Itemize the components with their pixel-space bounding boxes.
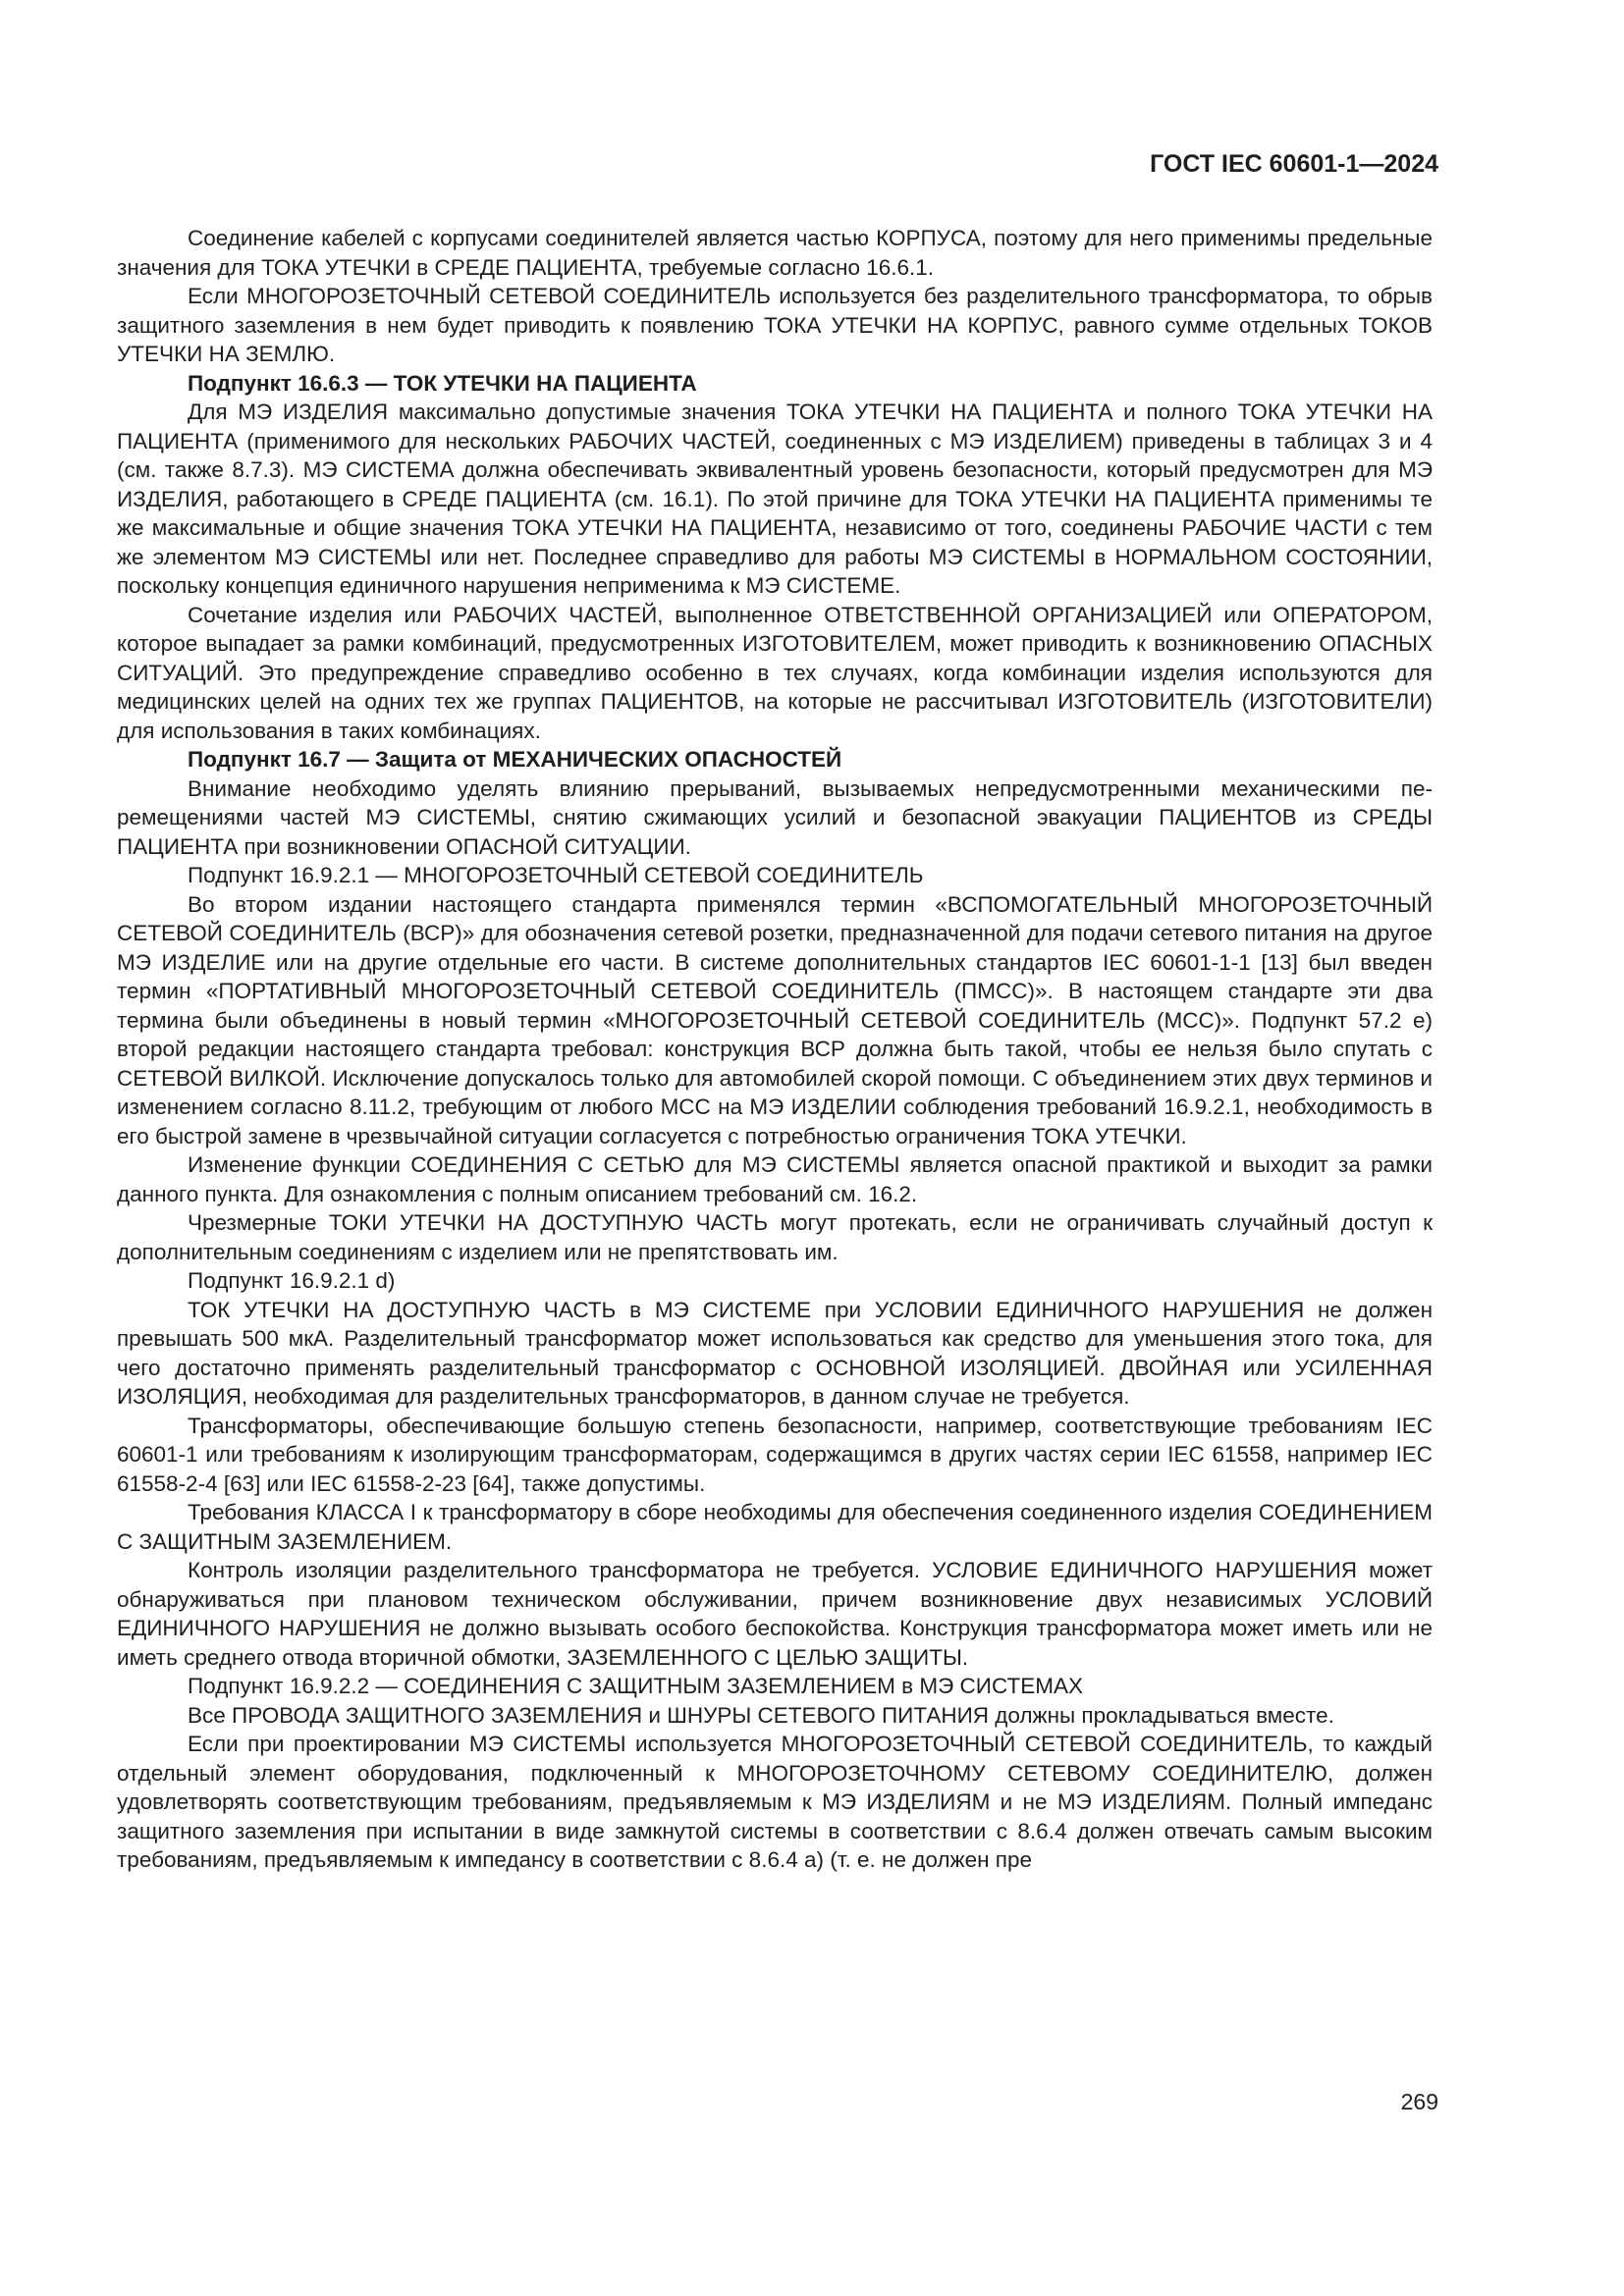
document-header: ГОСТ IEC 60601-1—2024 xyxy=(1150,150,1438,178)
paragraph: Для МЭ ИЗДЕЛИЯ максимально допустимые значения ТОКА УТЕЧКИ НА ПАЦИЕНТА и полного ТОКА УТЕЧКИ НА ПАЦИЕНТА (применимого для нескольких РАБОЧИХ ЧАСТЕЙ, соединенных с МЭ ИЗДЕЛИЕМ) приведены в таблицах 3 и 4 (см. также 8.7.3). МЭ СИСТЕМА должна обеспечивать эквивалентный уровень безопасности, который предусмотрен для МЭ ИЗДЕЛИЯ, работающего в СРЕДЕ ПАЦИЕНТА (см. 16.1). По этой причине для ТОКА УТЕЧКИ НА ПАЦИЕНТА применимы те же максимальные и общие значения ТОКА УТЕЧКИ НА ПАЦИЕНТА, независимо от того, соединены РАБОЧИЕ ЧАСТИ с тем же элементом МЭ СИСТЕМЫ или нет. Последнее справедливо для работы МЭ СИСТЕМЫ в НОРМАЛЬНОМ СОСТОЯНИИ, поскольку концепция единичного нарушения неприменима к МЭ СИСТЕМЕ. xyxy=(117,400,1433,598)
paragraph: Подпункт 16.9.2.2 — СОЕДИНЕНИЯ С ЗАЩИТНЫМ ЗАЗЕМЛЕНИЕМ в МЭ СИСТЕМАХ xyxy=(188,1674,1083,1698)
paragraph: Если МНОГОРОЗЕТОЧНЫЙ СЕТЕВОЙ СОЕДИНИТЕЛЬ используется без разделительного трансформатора, то обрыв защитного заземления в нем будет приводить к появлению ТОКА УТЕЧКИ НА КОРПУС, равного сумме отдельных ТОКОВ УТЕЧКИ НА ЗЕМЛЮ. xyxy=(117,284,1433,366)
paragraph: Контроль изоляции разделительного трансформатора не требуется. УСЛОВИЕ ЕДИНИЧНОГО НАРУШЕНИЯ может обнаруживаться при плановом техническом обслуживании, причем возникновение двух независимых УСЛОВИЙ ЕДИНИЧНОГО НАРУШЕНИЯ не должно вызывать особого беспокойства. Конструкция трансформатора может иметь или не иметь среднего отвода вторичной обмотки, ЗАЗЕМЛЕННОГО С ЦЕЛЬЮ ЗАЩИТЫ. xyxy=(117,1558,1433,1670)
paragraph: Требования КЛАССА I к трансформатору в сборе необходимы для обеспечения соединенного изделия СОЕДИНЕНИЕМ С ЗАЩИТНЫМ ЗАЗЕМЛЕНИЕМ. xyxy=(117,1500,1433,1554)
paragraph: Чрезмерные ТОКИ УТЕЧКИ НА ДОСТУПНУЮ ЧАСТЬ могут протекать, если не ограничивать случайный доступ к дополнительным соединениям с изделием или не препятствовать им. xyxy=(117,1210,1433,1264)
document-body xyxy=(117,224,1433,1875)
paragraph: Подпункт 16.9.2.1 d) xyxy=(188,1268,396,1293)
paragraph: Трансформаторы, обеспечивающие большую степень безопасности, например, соответствующие требованиям IEC 60601-1 или требованиям к изолирующим трансформаторам, содержащимся в других частях серии IEC 61558, например IEC 61558-2-4 [63] или IEC 61558-2-23 [64], также допустимы. xyxy=(117,1413,1433,1496)
paragraph: Подпункт 16.9.2.1 — МНОГОРОЗЕТОЧНЫЙ СЕТЕВОЙ СОЕДИНИТЕЛЬ xyxy=(188,863,924,887)
paragraph: Соединение кабелей с корпусами соединителей является частью КОРПУСА, поэтому для него применимы предельные значения для ТОКА УТЕЧКИ в СРЕДЕ ПАЦИЕНТА, требуемые согласно 16.6.1. xyxy=(117,226,1433,280)
paragraph: Изменение функции СОЕДИНЕНИЯ С СЕТЬЮ для МЭ СИСТЕМЫ является опасной практикой и выходит за рамки данного пункта. Для ознакомления с полным описанием требований см. 16.2. xyxy=(117,1152,1433,1206)
paragraph: Во втором издании настоящего стандарта применялся термин «ВСПОМОГАТЕЛЬНЫЙ МНОГОРОЗЕТОЧНЫЙ СЕТЕВОЙ СОЕДИНИТЕЛЬ (ВСР)» для обозначения сетевой розетки, предназначенной для подачи сетевого питания на другое МЭ ИЗДЕЛИЕ или на другие отдельные его части. В системе дополнительных стандартов IEC 60601-1-1 [13] был введен термин «ПОРТАТИВНЫЙ МНОГОРОЗЕТОЧНЫЙ СЕТЕВОЙ СОЕДИНИТЕЛЬ (ПМСС)». В настоящем стандарте эти два термина были объединены в новый термин «МНОГОРОЗЕТОЧНЫЙ СЕТЕВОЙ СОЕДИНИТЕЛЬ (МСС)». Подпункт 57.2 е) второй редакции настоящего стандарта требовал: конструкция ВСР должна быть такой, чтобы ее нельзя было спутать с СЕТЕВОЙ ВИЛКОЙ. Исключение допускалось только для автомобилей скорой помощи. С объединением этих двух терминов и изменением согласно 8.11.2, требующим от любого МСС на МЭ ИЗДЕЛИИ соблюдения требований 16.9.2.1, необходимость в его быстрой замене в чрезвычайной ситуации согласуется с потребностью ограничения ТОКА УТЕЧКИ. xyxy=(117,891,1433,1148)
paragraph: Если при проектировании МЭ СИСТЕМЫ используется МНОГОРОЗЕТОЧНЫЙ СЕТЕВОЙ СОЕДИНИТЕЛЬ, то каждый отдельный элемент оборудования, подключенный к МНОГОРОЗЕТОЧНОМУ СЕТЕВОМУ СОЕДИНИТЕЛЮ, должен удовлетворять соответствующим требованиям, предъявляемым к МЭ ИЗДЕЛИЯМ и не МЭ ИЗДЕЛИЯМ. Полный импеданс защитного заземления при испытании в виде замкнутой системы в соответствии с 8.6.4 должен отвечать самым высоким требованиям, предъявляемым к импедансу в соответствии с 8.6.4 а) (т. е. не должен пре xyxy=(117,1732,1433,1872)
section-heading: Подпункт 16.7 — Защита от МЕХАНИЧЕСКИХ ОПАСНОСТЕЙ xyxy=(188,747,842,772)
page-number: 269 xyxy=(1400,2089,1438,2114)
paragraph: Сочетание изделия или РАБОЧИХ ЧАСТЕЙ, выполненное ОТВЕТСТВЕННОЙ ОРГАНИЗАЦИЕЙ или ОПЕРАТОРОМ, которое выпадает за рамки комбинаций, предусмотренных ИЗГОТОВИТЕЛЕМ, может приводить к возникновению ОПАСНЫХ СИТУАЦИЙ. Это предупреждение справедливо особенно в тех случаях, когда комбинации изделия используются для медицинских целей на одних тех же группах ПАЦИЕНТОВ, на которые не рассчитывал ИЗГОТОВИТЕЛЬ (ИЗГОТОВИТЕЛИ) для использования в таких комбинациях. xyxy=(117,602,1433,743)
paragraph: Внимание необходимо уделять влиянию прерываний, вызываемых непредусмотренными механическими перемещениями частей МЭ СИСТЕМЫ, снятию сжимающих усилий и безопасной эвакуации ПАЦИЕНТОВ из СРЕДЫ ПАЦИЕНТА при возникновении ОПАСНОЙ СИТУАЦИИ. xyxy=(117,775,1433,859)
section-heading: Подпункт 16.6.3 — ТОК УТЕЧКИ НА ПАЦИЕНТА xyxy=(188,370,697,396)
paragraph: ТОК УТЕЧКИ НА ДОСТУПНУЮ ЧАСТЬ в МЭ СИСТЕМЕ при УСЛОВИИ ЕДИНИЧНОГО НАРУШЕНИЯ не должен превышать 500 мкА. Разделительный трансформатор может использоваться как средство для уменьшения этого тока, для чего достаточно применять разделительный трансформатор с ОСНОВНОЙ ИЗОЛЯЦИЕЙ. ДВОЙНАЯ или УСИЛЕННАЯ ИЗОЛЯЦИЯ, необходимая для разделительных трансформаторов, в данном случае не требуется. xyxy=(117,1297,1433,1409)
paragraph: Все ПРОВОДА ЗАЩИТНОГО ЗАЗЕМЛЕНИЯ и ШНУРЫ СЕТЕВОГО ПИТАНИЯ должны прокладываться вместе. xyxy=(188,1702,1334,1728)
